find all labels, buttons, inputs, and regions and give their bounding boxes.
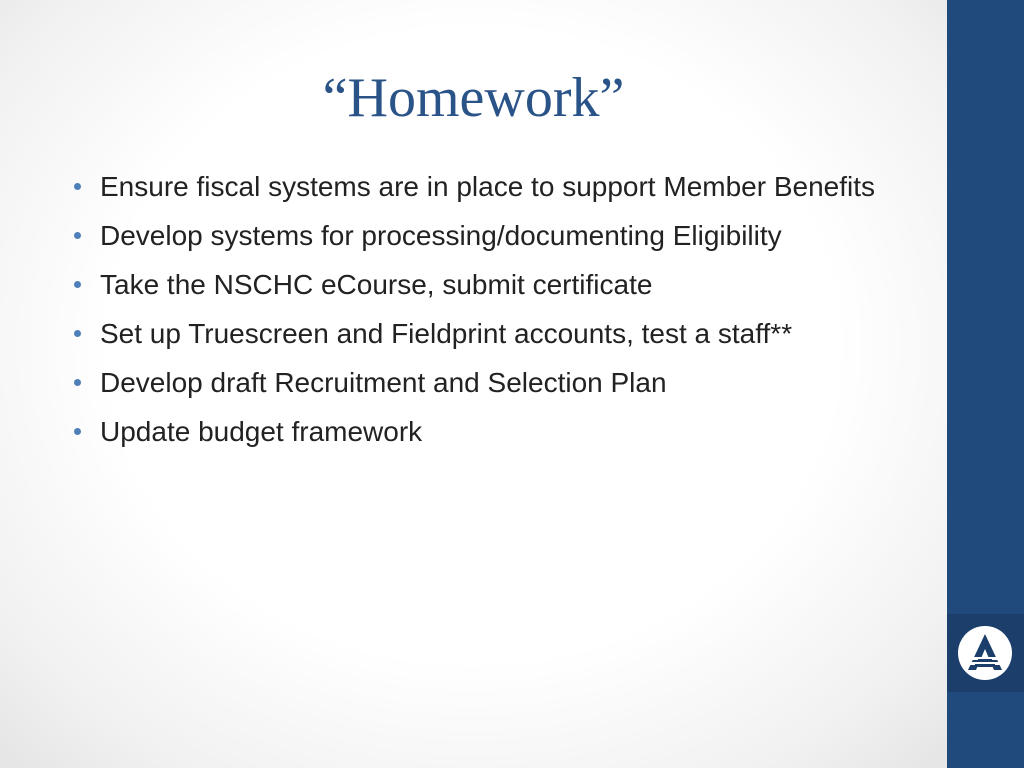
bullet-text: Develop draft Recruitment and Selection Plan	[100, 367, 667, 398]
bullet-dot-icon	[74, 232, 81, 239]
list-item	[72, 314, 892, 354]
bullet-dot-icon	[74, 428, 81, 435]
bullet-text: Ensure fiscal systems are in place to support Member Benefits	[100, 171, 876, 202]
bullet-dot-icon	[74, 330, 81, 337]
list-item	[72, 363, 892, 403]
list-item	[72, 216, 892, 256]
bullet-dot-icon	[74, 281, 81, 288]
list-item	[72, 412, 892, 452]
slide-title: “Homework”	[322, 67, 625, 129]
logo-panel	[947, 614, 1024, 692]
bullet-dot-icon	[74, 183, 81, 190]
list-item	[72, 167, 892, 207]
bullet-text: Set up Truescreen and Fieldprint accounts, test a staff**	[100, 318, 793, 349]
bullet-list	[72, 167, 892, 461]
bullet-text: Take the NSCHC eCourse, submit certificate	[100, 269, 653, 300]
americorps-logo-icon	[956, 624, 1014, 682]
bullet-text: Develop systems for processing/documenting Eligibility	[100, 220, 782, 251]
bullet-dot-icon	[74, 379, 81, 386]
bullet-text: Update budget framework	[100, 416, 423, 447]
list-item	[72, 265, 892, 305]
